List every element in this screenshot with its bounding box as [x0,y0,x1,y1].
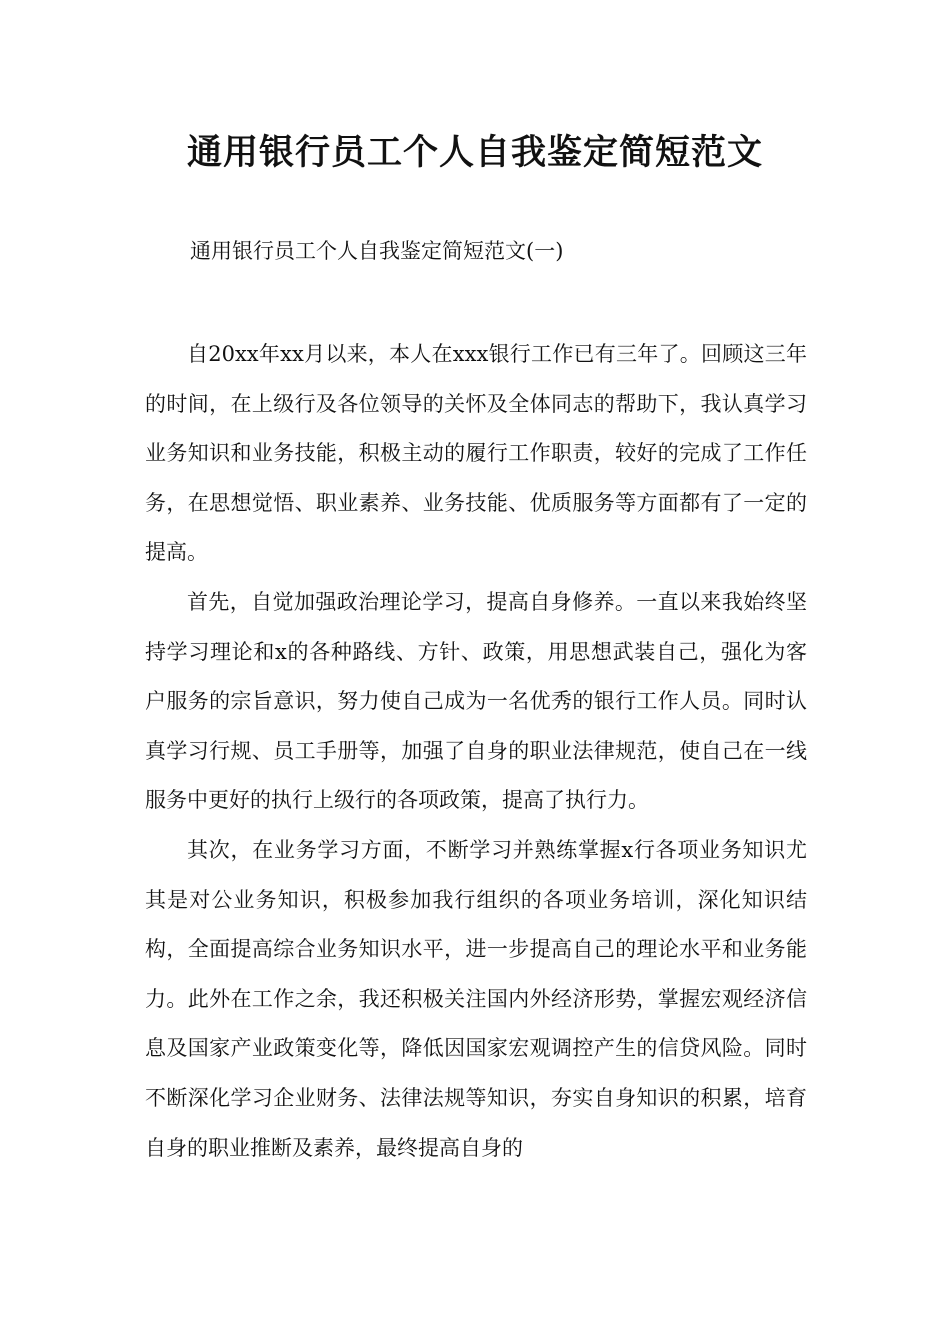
document-title: 通用银行员工个人自我鉴定简短范文 [186,132,763,173]
paragraph-3: 其次，在业务学习方面，不断学习并熟练掌握x行各项业务知识尤其是对公业务知识，积极参加我行组织的各项业务培训，深化知识结构，全面提高综合业务知识水平，进一步提高自己的理论水平和业务能力。此外在工作之余，我还积极关注国内外经济形势，掌握宏观经济信息及国家产业政策变化等，降低因国家宏观调控产生的信贷风险。同时不断深化学习企业财务、法律法规等知识，夯实自身知识的积累，培育自身的职业推断及素养，最终提高自身的 [145,837,807,1160]
document-subtitle: 通用银行员工个人自我鉴定简短范文(一) [190,239,564,263]
paragraph-2: 首先，自觉加强政治理论学习，提高自身修养。一直以来我始终坚持学习理论和x的各种路线、方针、政策，用思想武装自己，强化为客户服务的宗旨意识，努力使自己成为一名优秀的银行工作人员。同时认真学习行规、员工手册等，加强了自身的职业法律规范，使自己在一线服务中更好的执行上级行的各项政策，提高了执行力。 [145,589,807,813]
paragraph-1: 自20xx年xx月以来，本人在xxx银行工作已有三年了。回顾这三年的时间，在上级行及各位领导的关怀及全体同志的帮助下，我认真学习业务知识和业务技能，积极主动的履行工作职责，较好的完成了工作任务，在思想觉悟、职业素养、业务技能、优质服务等方面都有了一定的提高。 [145,342,807,565]
document-body [145,330,807,1173]
